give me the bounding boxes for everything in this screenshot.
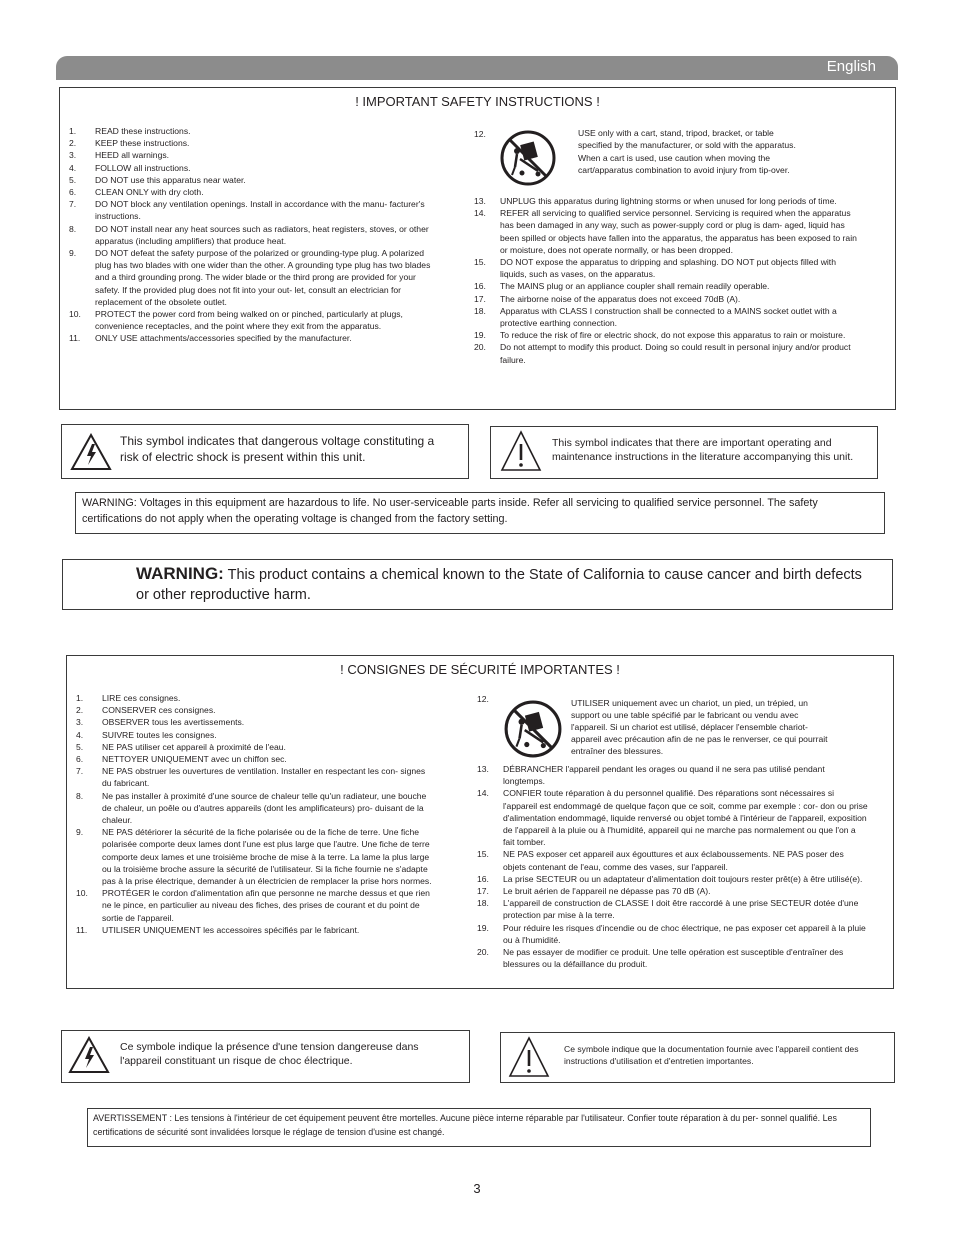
- english-left-list: [69, 125, 441, 345]
- item-text: FOLLOW all instructions.: [95, 162, 191, 173]
- item-number: 14.: [477, 788, 489, 799]
- list-item: [76, 887, 436, 924]
- list-item: [69, 247, 441, 308]
- list-item: [474, 341, 864, 365]
- list-item: [474, 195, 864, 207]
- item-number: 12.: [477, 694, 489, 704]
- list-item: [69, 198, 441, 222]
- item-number: 3.: [76, 717, 84, 728]
- item-text: UNPLUG this apparatus during lightning storms or when unused for long periods of time.: [500, 196, 837, 206]
- list-item: [477, 946, 869, 970]
- item-text: PROTECT the power cord from being walked on or pinched, particularly at plugs, convenience receptacles, and the point where they exit from the apparatus.: [95, 309, 403, 332]
- list-item: [76, 924, 436, 936]
- french-right-list: [477, 763, 869, 970]
- item-number: 11.: [69, 333, 81, 344]
- item-number: 1.: [76, 693, 84, 703]
- list-item: [76, 765, 436, 789]
- list-item: [474, 293, 864, 305]
- lightning-warning-icon-fr: [68, 1036, 110, 1074]
- french-left-list: [76, 692, 436, 936]
- language-header-bar: [56, 56, 898, 80]
- list-item: [69, 162, 441, 174]
- item-text: CONFIER toute réparation à du personnel qualifié. Des réparations sont nécessaires si l'appareil est endommagé de quelque façon que ce soit, comme par exemple : cor- don ou prise d'alimentation endommagé, liquide renversé ou objet tombé à l'intérieur de l'appareil, exposition de l'appareil à la pluie ou à l'humidité, appareil qui ne marche pas normalement ou que l'on a fait tomber.: [503, 788, 868, 848]
- list-item: [69, 186, 441, 198]
- exclamation-warning-icon-fr: [508, 1036, 550, 1078]
- item-text: Ne pas installer à proximité d'une source de chaleur telle qu'un radiateur, une bouche de chaleur, un poêle ou d'autres appareils (dont les amplificateurs) pro- duisant de la chaleur.: [102, 790, 427, 826]
- item-text: CLEAN ONLY with dry cloth.: [95, 187, 204, 198]
- item-text: NE PAS utiliser cet appareil à proximité de l'eau.: [102, 741, 286, 752]
- item-text: NETTOYER UNIQUEMENT avec un chiffon sec.: [102, 754, 287, 765]
- item-text: L'appareil de construction de CLASSE I doit être raccordé à une prise SECTEUR dotée d'une protection par mise à la terre.: [503, 898, 859, 921]
- item-number: 16.: [474, 281, 486, 292]
- item-number: 4.: [76, 729, 84, 740]
- item-number: 15.: [474, 257, 486, 268]
- cart-tipover-icon-fr: [503, 699, 563, 759]
- list-item: [477, 922, 869, 946]
- list-item: [76, 741, 436, 753]
- item-text: DÉBRANCHER l'appareil pendant les orages ou quand il ne sera pas utilisé pendant longtemps.: [503, 764, 825, 787]
- list-item: [474, 280, 864, 292]
- california-warning-label: WARNING:: [136, 564, 224, 583]
- item-text: DO NOT block any ventilation openings. Install in accordance with the manu- facturer's instructions.: [95, 199, 425, 222]
- list-item: [76, 790, 436, 827]
- item-number: 17.: [477, 886, 489, 897]
- item-text: DO NOT install near any heat sources such as radiators, heat registers, stoves, or other apparatus (including amplifiers) that produce heat.: [95, 223, 429, 246]
- item-text: READ these instructions.: [95, 126, 191, 136]
- item-text: NE PAS exposer cet appareil aux égouttures et aux éclaboussements. NE PAS poser des objets contenant de l'eau, comme des vases, sur l'appareil.: [503, 849, 844, 872]
- item-number: 8.: [69, 223, 77, 234]
- item-text: REFER all servicing to qualified service personnel. Servicing is required when the apparatus has been damaged in any way, such as power-supply cord or plug is dam- aged, liquid has been spilled or objects have fallen into the apparatus, the apparatus has been exposed to rain or moisture, does not operate normally, or has been dropped.: [500, 208, 857, 255]
- list-item: [477, 873, 869, 885]
- item-number: 7.: [69, 199, 77, 210]
- item-number: 2.: [69, 138, 77, 149]
- list-item: [69, 149, 441, 161]
- item-text: Ne pas essayer de modifier ce produit. Une telle opération est susceptible d'entraîner des blessures ou la défaillance du produit.: [503, 947, 844, 970]
- language-label: English: [826, 58, 876, 75]
- list-item: [69, 125, 441, 137]
- item-text: SUIVRE toutes les consignes.: [102, 729, 217, 740]
- item-number: 6.: [69, 187, 77, 198]
- item-number: 16.: [477, 873, 489, 884]
- list-item: [76, 716, 436, 728]
- french-safety-title: ! CONSIGNES DE SÉCURITÉ IMPORTANTES !: [340, 662, 620, 677]
- french-item-12-text: UTILISER uniquement avec un chariot, un pied, un trépied, un support ou une table spécifié par le fabricant ou vendu avec l'appareil. Si un chariot est utilisé, déplacer l'ensemble chariot-appareil avec précaution afin de ne pas le renverser, ce qui pourrait entraîner des blessures.: [571, 698, 828, 756]
- list-item: [76, 753, 436, 765]
- exclamation-warning-icon: [500, 430, 542, 472]
- item-number: 1.: [69, 126, 77, 136]
- list-item: [69, 223, 441, 247]
- item-number: 9.: [76, 827, 84, 838]
- lightning-warning-icon: [70, 433, 112, 471]
- page-number: 3: [473, 1181, 481, 1196]
- english-voltage-warning-text: WARNING: Voltages in this equipment are hazardous to life. No user-serviceable parts inside. Refer all servicing to qualified service personnel. The safety certifications do not apply when the operating voltage is changed from the factory setting.: [82, 497, 818, 525]
- item-text: Le bruit aérien de l'appareil ne dépasse pas 70 dB (A).: [503, 886, 711, 897]
- item-number: 2.: [76, 705, 84, 716]
- item-text: NE PAS détériorer la sécurité de la fiche polarisée ou de la fiche de terre. Une fiche polarisée comporte deux lames dont l'une est plus large que l'autre. Une fiche de terre comporte deux lames et une troisième broche de mise à la terre. La lame la plus large ou la troisième broche assure la sécurité de l'utilisateur. Si la fiche fournie ne s'adapte pas à la prise électrique, demander à un électricien de remplacer la prise hors normes.: [102, 827, 432, 887]
- item-number: 10.: [76, 888, 88, 899]
- list-item: [69, 174, 441, 186]
- item-number: 15.: [477, 849, 489, 860]
- california-warning-text: [136, 564, 876, 605]
- item-number: 6.: [76, 754, 84, 765]
- item-number: 7.: [76, 766, 84, 777]
- item-number: 13.: [474, 196, 486, 206]
- list-item: [477, 885, 869, 897]
- cart-tipover-icon: [500, 129, 556, 187]
- california-warning-body: This product contains a chemical known to the State of California to cause cancer and birth defects or other reproductive harm.: [136, 567, 862, 603]
- list-item: [474, 305, 864, 329]
- item-number: 5.: [76, 741, 84, 752]
- english-right-list: [474, 195, 864, 366]
- item-text: KEEP these instructions.: [95, 138, 190, 149]
- item-text: The airborne noise of the apparatus does not exceed 70dB (A).: [500, 293, 741, 304]
- item-text: To reduce the risk of fire or electric shock, do not expose this apparatus to rain or moisture.: [500, 330, 846, 341]
- item-number: 14.: [474, 208, 486, 219]
- item-number: 3.: [69, 150, 77, 161]
- item-number: 13.: [477, 764, 489, 774]
- list-item: [69, 308, 441, 332]
- list-item: [477, 787, 869, 848]
- item-number: 12.: [474, 129, 486, 139]
- item-text: DO NOT expose the apparatus to dripping and splashing. DO NOT put objects filled with liquids, such as vases, on the apparatus.: [500, 257, 836, 280]
- list-item: [69, 332, 441, 344]
- item-text: NE PAS obstruer les ouvertures de ventilation. Installer en respectant les con- signes du fabricant.: [102, 766, 426, 789]
- french-exclamation-symbol-text: Ce symbole indique que la documentation fournie avec l'appareil contient des instructions d'utilisation et d'entretien importantes.: [564, 1044, 859, 1066]
- item-text: DO NOT defeat the safety purpose of the polarized or grounding-type plug. A polarized plug has two blades with one wider than the other. A grounding type plug has two blades and a third grounding prong. The wider blade or the third prong are provided for your safety. If the provided plug does not fit into your out- let, consult an electrician for replacement of the obsolete outlet.: [95, 248, 431, 307]
- item-number: 17.: [474, 293, 486, 304]
- item-number: 19.: [477, 922, 489, 933]
- item-text: LIRE ces consignes.: [102, 693, 181, 703]
- item-number: 10.: [69, 309, 81, 320]
- list-item: [477, 897, 869, 921]
- item-number: 5.: [69, 174, 77, 185]
- item-text: The MAINS plug or an appliance coupler shall remain readily operable.: [500, 281, 770, 292]
- french-shock-symbol-text: Ce symbole indique la présence d'une tension dangereuse dans l'appareil constituant un risque de choc électrique.: [120, 1041, 419, 1067]
- french-voltage-warning-text: AVERTISSEMENT : Les tensions à l'intérieur de cet équipement peuvent être mortelles. Aucune pièce interne réparable par l'utilisateur. Confier toute réparation à du per- sonnel qualifié. Les certifications de sécurité sont invalidées lorsque le réglage de tension d'usine est changé.: [93, 1113, 837, 1137]
- item-number: 11.: [76, 924, 88, 935]
- item-text: ONLY USE attachments/accessories specified by the manufacturer.: [95, 333, 352, 344]
- list-item: [76, 826, 436, 887]
- list-item: [474, 207, 864, 256]
- item-number: 18.: [474, 305, 486, 316]
- item-number: 19.: [474, 330, 486, 341]
- item-number: 4.: [69, 162, 77, 173]
- list-item: [69, 137, 441, 149]
- item-text: CONSERVER ces consignes.: [102, 705, 216, 716]
- item-number: 8.: [76, 790, 84, 801]
- list-item: [477, 848, 869, 872]
- item-text: HEED all warnings.: [95, 150, 170, 161]
- english-safety-title: ! IMPORTANT SAFETY INSTRUCTIONS !: [355, 94, 600, 109]
- english-shock-symbol-text: This symbol indicates that dangerous voltage constituting a risk of electric shock is present within this unit.: [120, 434, 435, 464]
- list-item: [76, 704, 436, 716]
- item-number: 18.: [477, 898, 489, 909]
- item-text: UTILISER UNIQUEMENT les accessoires spécifiés par le fabricant.: [102, 924, 360, 935]
- item-text: Do not attempt to modify this product. Doing so could result in personal injury and/or product failure.: [500, 342, 851, 365]
- item-text: DO NOT use this apparatus near water.: [95, 174, 246, 185]
- list-item: [76, 692, 436, 704]
- list-item: [474, 256, 864, 280]
- list-item: [76, 729, 436, 741]
- item-text: PROTÉGER le cordon d'alimentation afin que personne ne marche dessus et que rien ne le pince, en particulier au niveau des fiches, des prises de courant et du point de sortie de l'appareil.: [102, 888, 430, 923]
- list-item: [474, 329, 864, 341]
- item-text: Pour réduire les risques d'incendie ou de choc électrique, ne pas exposer cet appareil à la pluie ou à l'humidité.: [503, 922, 866, 945]
- item-number: 9.: [69, 248, 77, 259]
- item-number: 20.: [474, 342, 486, 353]
- english-exclamation-symbol-text: This symbol indicates that there are important operating and maintenance instructions in the literature accompanying this unit.: [552, 437, 854, 463]
- item-text: OBSERVER tous les avertissements.: [102, 717, 245, 728]
- item-12-text: USE only with a cart, stand, tripod, bracket, or table specified by the manufacturer, or sold with the apparatus. When a cart is used, use caution when moving the cart/apparatus combination to avoid injury from tip-over.: [578, 128, 796, 176]
- list-item: [477, 763, 869, 787]
- item-number: 20.: [477, 947, 489, 958]
- item-text: Apparatus with CLASS I construction shall be connected to a MAINS socket outlet with a protective earthing connection.: [500, 305, 837, 329]
- item-text: La prise SECTEUR ou un adaptateur d'alimentation doit toujours rester prêt(e) à être utilisé(e).: [503, 873, 863, 884]
